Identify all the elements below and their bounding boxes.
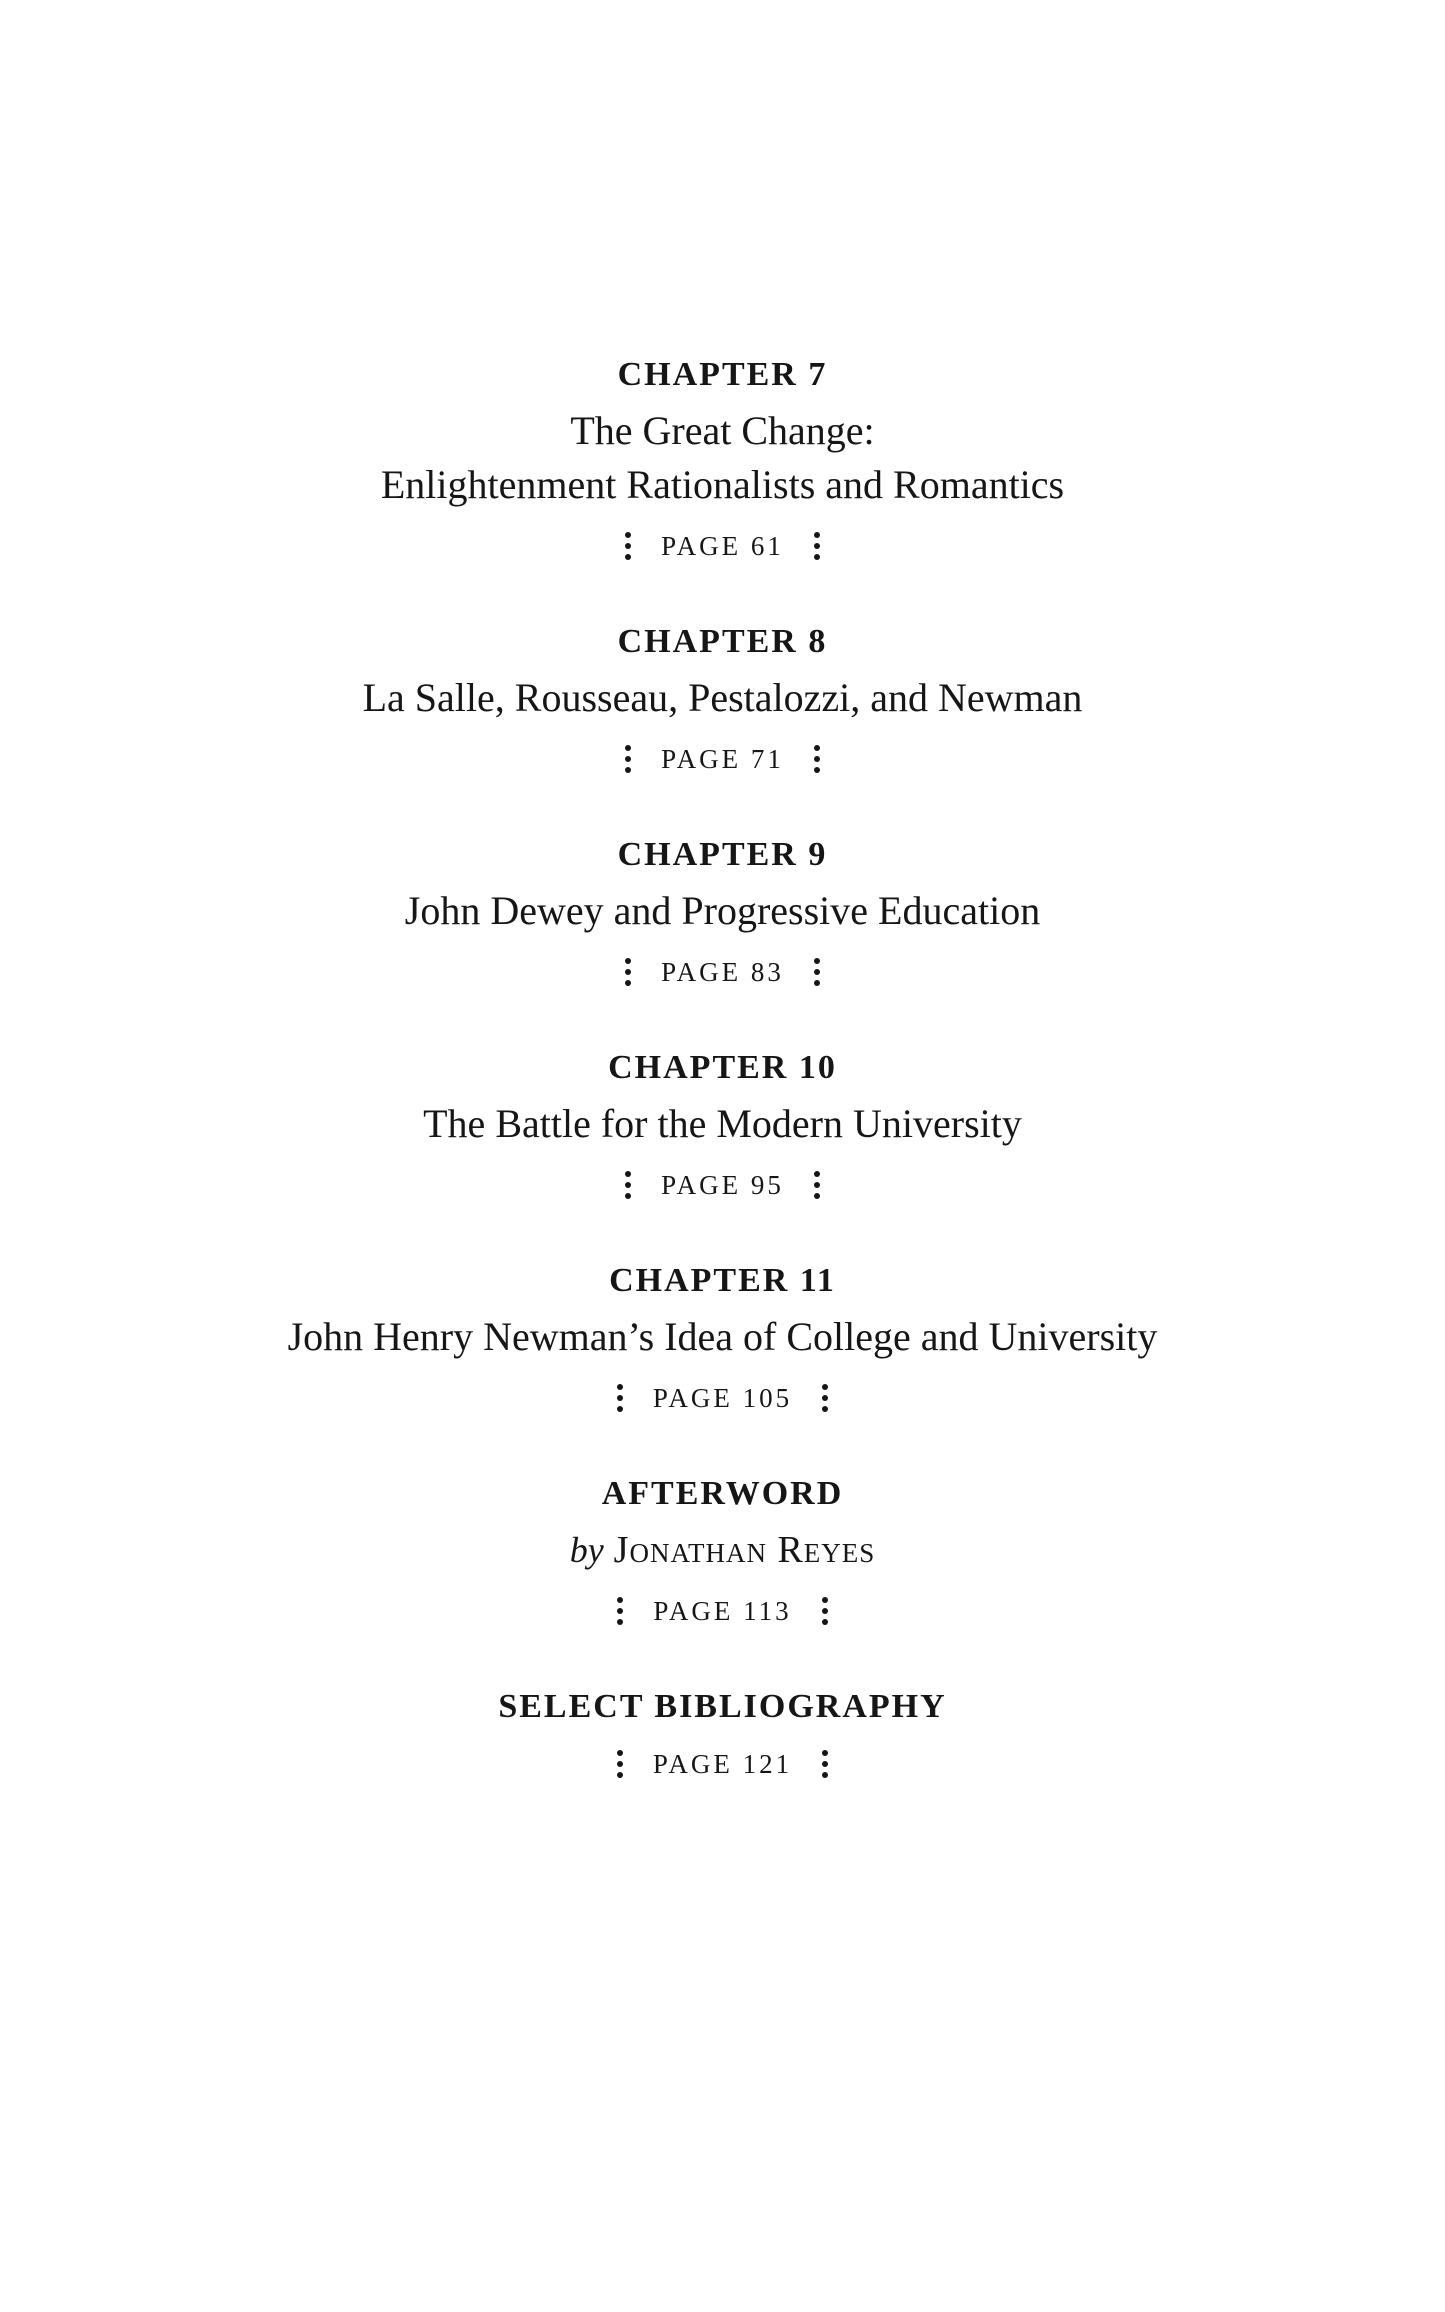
- afterword-byline: [0, 1523, 1445, 1577]
- chapter-title-line: La Salle, Rousseau, Pestalozzi, and Newman: [362, 675, 1083, 720]
- tricolon-ornament-right: [822, 1608, 828, 1614]
- dot: [617, 1608, 623, 1614]
- chapter-title-line: The Battle for the Modern University: [423, 1101, 1022, 1146]
- toc-entry-chapter-11: [0, 1258, 1445, 1423]
- dot: [625, 543, 631, 549]
- toc-entry-chapter-7: [0, 352, 1445, 571]
- page-number-row: [0, 1586, 1445, 1636]
- tricolon-ornament-right: [814, 1182, 820, 1188]
- dot: [814, 1182, 820, 1188]
- page-number-label: PAGE 71: [661, 743, 784, 774]
- chapter-heading: CHAPTER 8: [617, 623, 828, 660]
- page-number-row: [0, 1739, 1445, 1789]
- page-number-row: [0, 521, 1445, 571]
- bibliography-heading: SELECT BIBLIOGRAPHY: [498, 1688, 947, 1725]
- page-number-label: PAGE 105: [652, 1382, 793, 1413]
- dot: [625, 969, 631, 975]
- afterword-heading: AFTERWORD: [601, 1475, 844, 1512]
- tricolon-ornament-left: [617, 1395, 623, 1401]
- tricolon-ornament-right: [822, 1761, 828, 1767]
- page-number-label: PAGE 83: [661, 956, 784, 987]
- chapter-heading: CHAPTER 11: [609, 1262, 836, 1299]
- tricolon-ornament-right: [814, 543, 820, 549]
- page-number-row: [0, 734, 1445, 784]
- chapter-title-line: John Dewey and Progressive Education: [404, 888, 1041, 933]
- dot: [617, 1761, 623, 1767]
- toc-entry-chapter-9: [0, 832, 1445, 997]
- dot: [822, 1395, 828, 1401]
- byline-name: Jonathan Reyes: [613, 1529, 876, 1571]
- dot: [625, 756, 631, 762]
- page-number-label: PAGE 61: [661, 530, 784, 561]
- dot: [617, 1395, 623, 1401]
- page-number-label: PAGE 121: [652, 1748, 793, 1779]
- tricolon-ornament-right: [814, 969, 820, 975]
- tricolon-ornament-left: [625, 543, 631, 549]
- dot: [814, 543, 820, 549]
- dot: [822, 1608, 828, 1614]
- toc-entry-select-bibliography: [0, 1684, 1445, 1789]
- tricolon-ornament-left: [625, 756, 631, 762]
- page-number-row: [0, 1373, 1445, 1423]
- byline-prefix: by: [569, 1530, 604, 1570]
- chapter-heading: CHAPTER 7: [617, 356, 828, 393]
- toc-entry-afterword: [0, 1471, 1445, 1636]
- tricolon-ornament-left: [617, 1608, 623, 1614]
- chapter-title-line: The Great Change:: [570, 408, 875, 453]
- dot: [814, 756, 820, 762]
- page-number-row: [0, 947, 1445, 997]
- dot: [814, 969, 820, 975]
- page-number-label: PAGE 113: [653, 1595, 792, 1626]
- tricolon-ornament-right: [814, 756, 820, 762]
- dot: [625, 1182, 631, 1188]
- toc-entry-chapter-10: [0, 1045, 1445, 1210]
- chapter-title-line: Enlightenment Rationalists and Romantics: [380, 462, 1065, 507]
- toc-entry-chapter-8: [0, 619, 1445, 784]
- page-number-label: PAGE 95: [661, 1169, 784, 1200]
- tricolon-ornament-right: [822, 1395, 828, 1401]
- chapter-title-line: John Henry Newman’s Idea of College and University: [287, 1314, 1158, 1359]
- tricolon-ornament-left: [625, 969, 631, 975]
- tricolon-ornament-left: [617, 1761, 623, 1767]
- dot: [822, 1761, 828, 1767]
- chapter-heading: CHAPTER 10: [608, 1049, 837, 1086]
- chapter-heading: CHAPTER 9: [617, 836, 828, 873]
- page-number-row: [0, 1160, 1445, 1210]
- tricolon-ornament-left: [625, 1182, 631, 1188]
